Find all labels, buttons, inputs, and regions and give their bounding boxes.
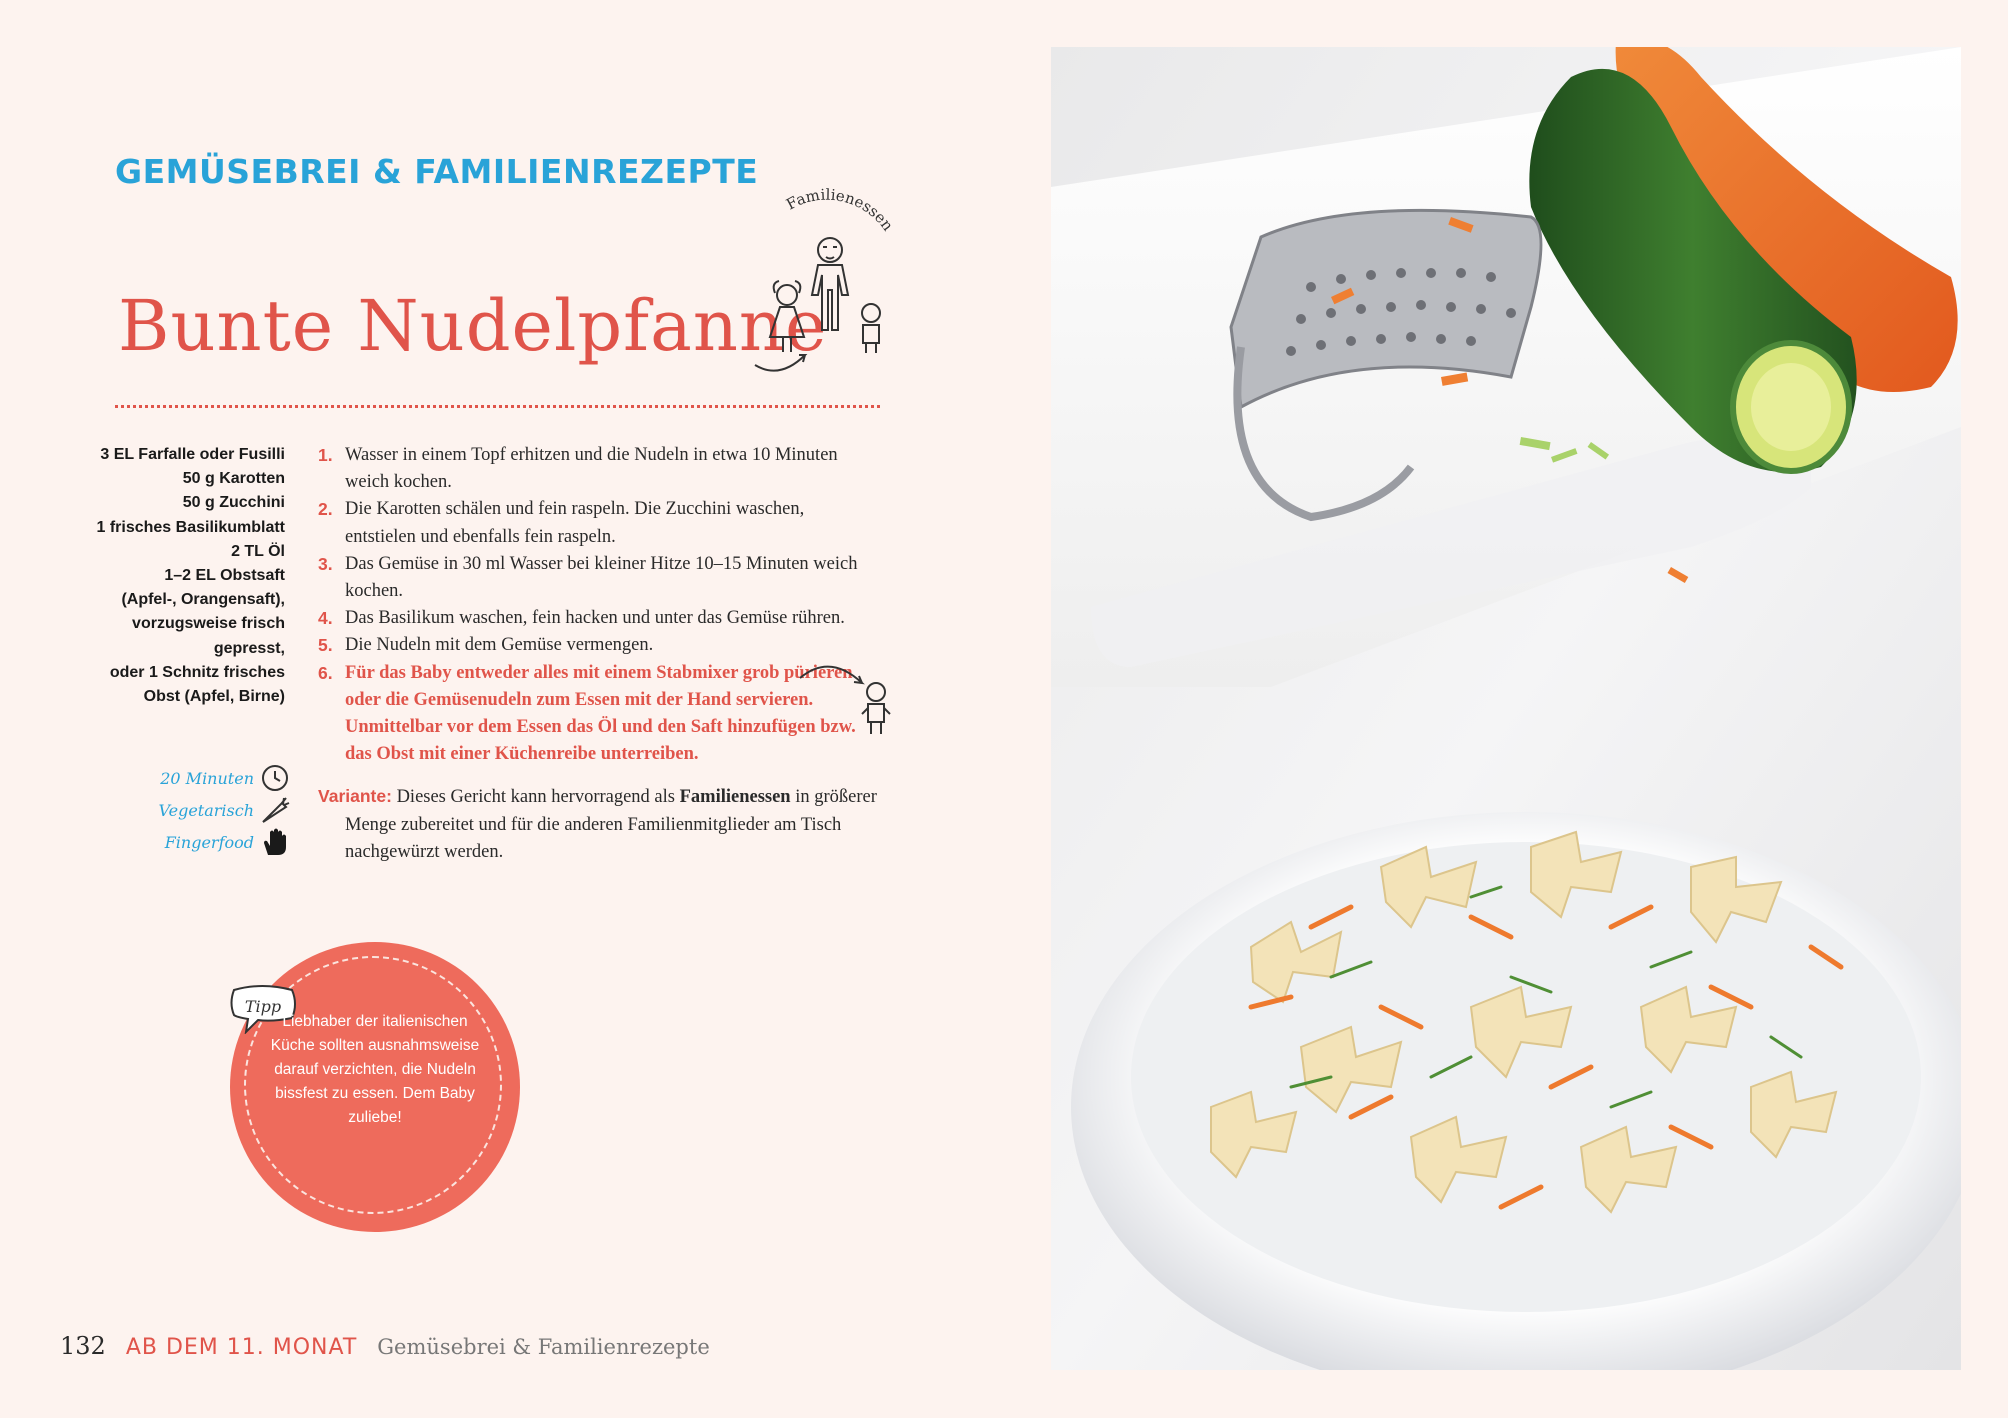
step-item-baby bbox=[318, 660, 878, 769]
page-number: 132 bbox=[60, 1332, 106, 1360]
variant-text-before: Dieses Gericht kann hervorragend als bbox=[391, 787, 680, 808]
carrot-icon bbox=[260, 795, 290, 825]
page-footer bbox=[60, 1332, 710, 1360]
family-eating-icon bbox=[695, 185, 900, 385]
meta-time bbox=[115, 762, 290, 794]
variant-bold: Familienessen bbox=[679, 787, 791, 808]
variant-note bbox=[318, 783, 878, 866]
step-text: Das Basilikum waschen, fein hacken und unter das Gemüse rühren. bbox=[345, 608, 845, 629]
step-number: 3. bbox=[318, 553, 333, 574]
footer-chapter: AB DEM 11. MONAT bbox=[125, 1335, 358, 1360]
ingredient-line: 1 frisches Basilikumblatt bbox=[96, 518, 285, 536]
step-text: Die Nudeln mit dem Gemüse vermengen. bbox=[345, 635, 654, 656]
ingredient-line: 2 TL Öl bbox=[231, 542, 285, 560]
variant-label: Variante: bbox=[318, 786, 392, 807]
meta-time-label: 20 Minuten bbox=[160, 768, 254, 788]
ingredient-line: 50 g Karotten bbox=[182, 470, 285, 488]
tip-label: Tipp bbox=[244, 997, 282, 1016]
steps-list bbox=[318, 442, 878, 866]
tip-text: Liebhaber der italienischen Küche sollten ausnahmsweise darauf verzichten, die Nudeln bissfest zu essen. Dem Baby zuliebe! bbox=[270, 1013, 480, 1126]
step-item bbox=[318, 551, 878, 605]
step-number: 5. bbox=[318, 635, 333, 656]
step-text: Wasser in einem Topf erhitzen und die Nudeln in etwa 10 Minuten weich kochen. bbox=[345, 445, 838, 493]
recipe-photo bbox=[1051, 47, 1961, 1370]
meta-finger bbox=[115, 826, 290, 858]
dotted-divider bbox=[115, 405, 880, 408]
ingredient-line: oder 1 Schnitz frisches bbox=[109, 663, 285, 681]
variant-text-after: in größerer Menge zubereitet und für die anderen Familienmitglieder am Tisch nachgewürzt werden. bbox=[345, 787, 877, 862]
step-number: 4. bbox=[318, 608, 333, 629]
family-badge-label: Familienessen bbox=[783, 185, 897, 235]
step-item bbox=[318, 442, 878, 496]
ingredient-line: 50 g Zucchini bbox=[182, 494, 285, 512]
step-number: 2. bbox=[318, 499, 333, 520]
meta-diet-label: Vegetarisch bbox=[158, 800, 254, 820]
recipe-meta bbox=[115, 762, 290, 858]
pasta-dish-illustration bbox=[1051, 47, 1961, 1370]
meta-diet bbox=[115, 794, 290, 826]
step-item bbox=[318, 496, 878, 550]
step-number: 1. bbox=[318, 445, 333, 465]
step-item bbox=[318, 632, 878, 659]
ingredient-line: Obst (Apfel, Birne) bbox=[143, 688, 285, 706]
ingredient-line: 1–2 EL Obstsaft bbox=[164, 567, 285, 585]
section-title: GEMÜSEBREI & FAMILIENREZEPTE bbox=[115, 152, 759, 191]
clock-icon bbox=[260, 763, 290, 793]
baby-icon bbox=[798, 660, 893, 750]
hand-icon bbox=[260, 827, 290, 857]
recipe-title: Bunte Nudelpfanne bbox=[118, 285, 828, 367]
meta-finger-label: Fingerfood bbox=[164, 832, 254, 852]
step-text: Das Gemüse in 30 ml Wasser bei kleiner Hitze 10–15 Minuten weich kochen. bbox=[345, 553, 858, 602]
ingredient-line: gepresst, bbox=[213, 639, 285, 657]
step-text: Für das Baby entweder alles mit einem Stabmixer grob pürieren oder die Gemüsenudeln zum Essen mit der Hand servieren. Unmittelbar vor dem Essen das Öl und den Saft hinzufügen bzw. das Obst mit einer Küchenreibe unterreiben. bbox=[345, 662, 856, 765]
ingredient-line: 3 EL Farfalle oder Fusilli bbox=[100, 446, 285, 463]
ingredient-line: vorzugsweise frisch bbox=[132, 615, 285, 633]
ingredient-list bbox=[80, 443, 285, 709]
step-number: 6. bbox=[318, 662, 333, 683]
step-text: Die Karotten schälen und fein raspeln. Die Zucchini waschen, entstielen und ebenfalls fein raspeln. bbox=[345, 499, 805, 547]
ingredient-line: (Apfel-, Orangensaft), bbox=[121, 591, 285, 609]
svg-text:Familienessen bbox=[783, 186, 897, 235]
footer-section: Gemüsebrei & Familienrezepte bbox=[377, 1335, 710, 1359]
step-item bbox=[318, 605, 878, 632]
